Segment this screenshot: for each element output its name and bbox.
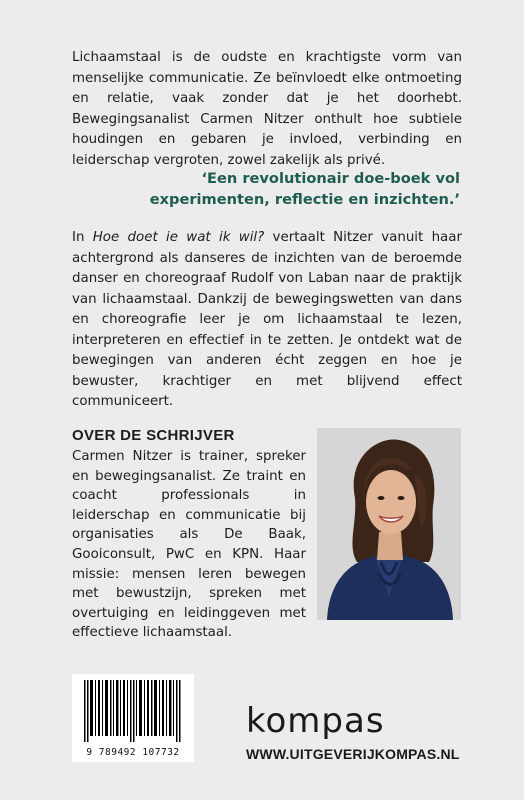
- description-prefix: In: [72, 230, 93, 245]
- barcode-bars: [72, 674, 194, 744]
- publisher-website: WWW.UITGEVERIJKOMPAS.NL: [246, 746, 460, 762]
- isbn-number: 9 789492 107732: [86, 747, 180, 758]
- intro-paragraph: Lichaamstaal is de oudste en krachtigste vorm van menselijke communicatie. Ze beïnvloedt elke ontmoeting en relatie, vaak zonder dat je het doorhebt. Bewegingsanalist Carmen Nitzer onthult hoe subtiele houdingen en gebaren je invloed, verbinding en leiderschap vergroten, zowel zakelijk als privé.: [72, 50, 462, 168]
- pull-quote: ‘Een revolutionair doe-boek vol experimenten, reflectie en inzichten.’: [149, 170, 460, 208]
- author-portrait-illustration: [317, 428, 461, 620]
- author-photo: [317, 428, 461, 620]
- description-body: vertaalt Nitzer vanuit haar achtergrond als danseres de inzichten van de beroemde danser en choreograaf Rudolf von Laban naar de praktijk van lichaamstaal. Dankzij de bewegingswetten van dans en choreografie leer je om lichaamstaal te lezen, interpreteren en effectief in te zetten. Je ontdekt wat de bewegingen van anderen écht zeggen en hoe je bewuster, krachtiger en met blijvend effect communiceert.: [72, 230, 462, 409]
- author-bio: Carmen Nitzer is trainer, spreker en bewegingsanalist. Ze traint en coacht professionals in leiderschap en communicatie bij organisaties als De Baak, Gooiconsult, PwC en KPN. Haar missie: mensen leren bewegen met bewustzijn, spreken met overtuiging en leidinggeven met effectieve lichaamstaal.: [72, 449, 306, 641]
- author-heading: OVER DE SCHRIJVER: [72, 427, 235, 444]
- description-paragraph: [72, 228, 462, 413]
- publisher-logo: kompas: [246, 701, 385, 741]
- isbn-barcode: [72, 674, 194, 762]
- book-title: Hoe doet ie wat ik wil?: [92, 230, 265, 245]
